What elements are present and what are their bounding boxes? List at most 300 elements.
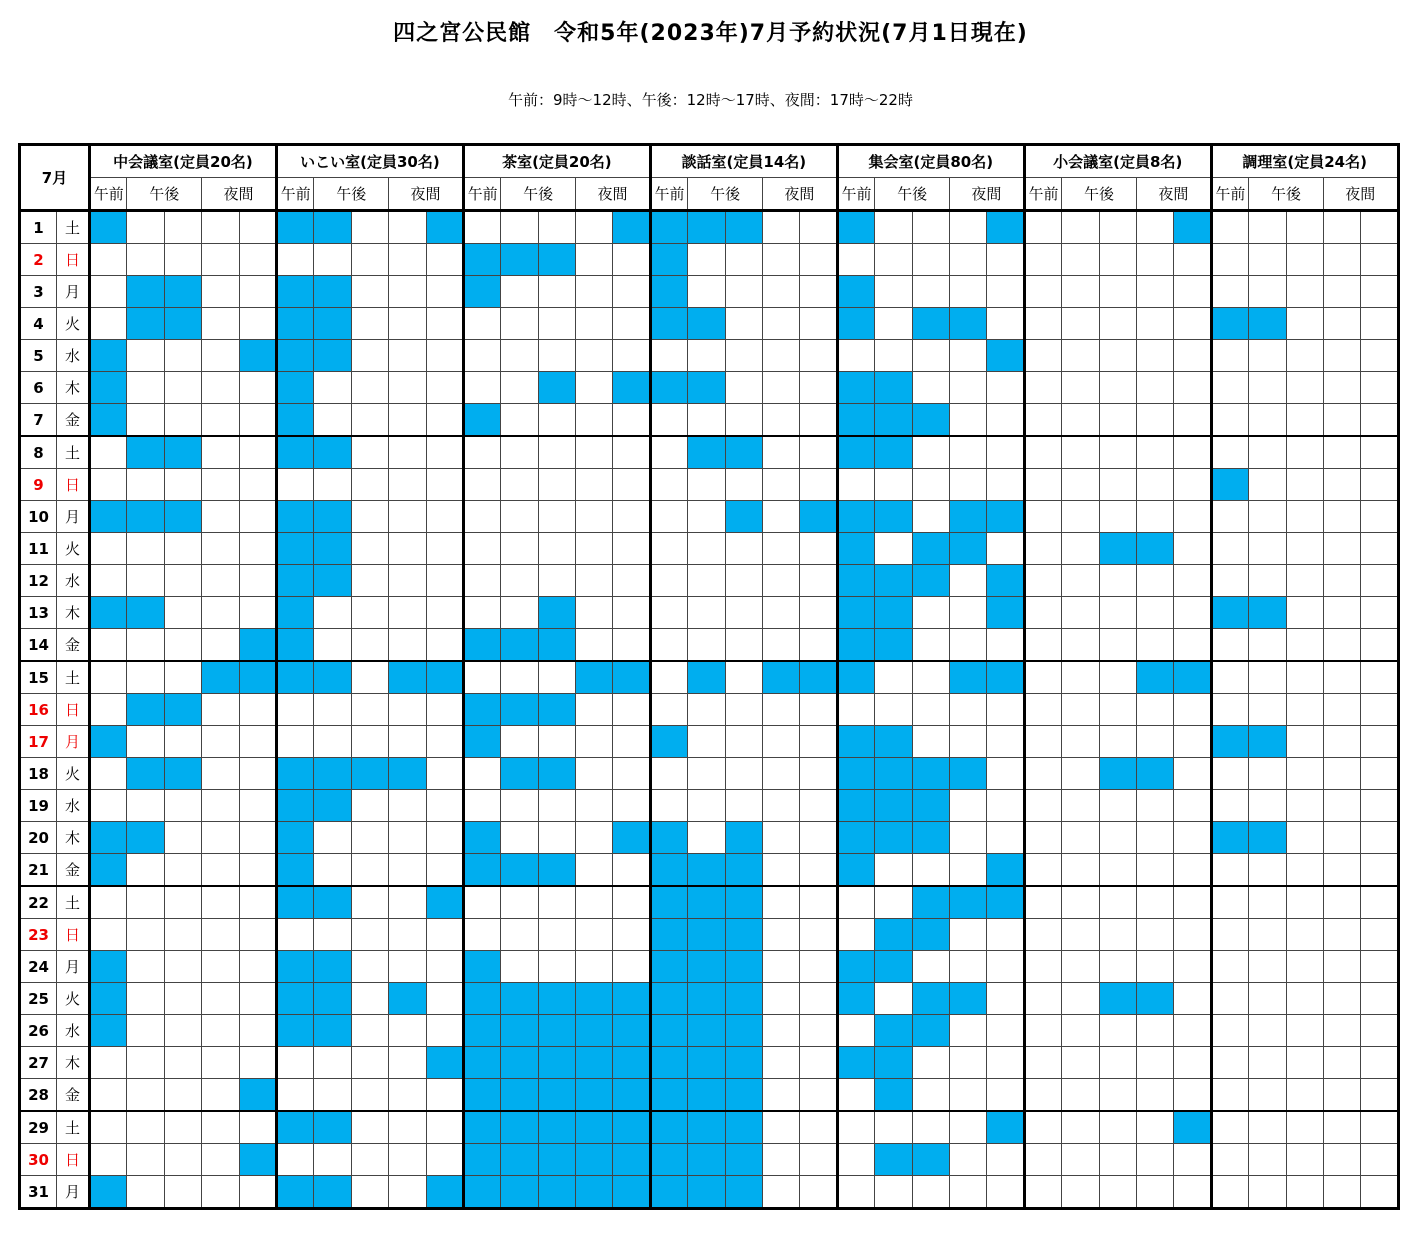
available-slot: [1361, 1047, 1398, 1079]
available-slot: [1249, 1144, 1286, 1176]
booked-slot: [725, 854, 762, 887]
booked-slot: [1211, 726, 1248, 758]
available-slot: [1174, 244, 1211, 276]
available-slot: [314, 1079, 351, 1112]
booked-slot: [164, 694, 201, 726]
available-slot: [875, 854, 912, 887]
available-slot: [987, 244, 1024, 276]
available-slot: [949, 854, 986, 887]
booked-slot: [90, 983, 127, 1015]
available-slot: [1323, 951, 1360, 983]
available-slot: [202, 983, 239, 1015]
table-row: [20, 919, 1399, 951]
available-slot: [725, 565, 762, 597]
booked-slot: [987, 854, 1024, 887]
booked-slot: [912, 983, 949, 1015]
booked-slot: [276, 501, 313, 533]
available-slot: [800, 854, 837, 887]
available-slot: [1136, 694, 1173, 726]
booked-slot: [613, 372, 650, 404]
period-night-label: 夜間: [576, 178, 651, 211]
day-number: 9: [20, 469, 57, 501]
weekday: 金: [57, 854, 90, 887]
available-slot: [1211, 1176, 1248, 1209]
available-slot: [463, 919, 500, 951]
available-slot: [987, 1079, 1024, 1112]
booked-slot: [501, 1015, 538, 1047]
booked-slot: [1211, 308, 1248, 340]
available-slot: [912, 436, 949, 469]
available-slot: [426, 404, 463, 437]
available-slot: [239, 726, 276, 758]
day-number: 21: [20, 854, 57, 887]
available-slot: [725, 629, 762, 662]
available-slot: [763, 436, 800, 469]
weekday: 土: [57, 1111, 90, 1144]
available-slot: [1024, 790, 1061, 822]
available-slot: [426, 694, 463, 726]
available-slot: [1024, 1111, 1061, 1144]
available-slot: [1286, 597, 1323, 629]
available-slot: [538, 276, 575, 308]
available-slot: [426, 758, 463, 790]
available-slot: [1136, 1111, 1173, 1144]
available-slot: [650, 758, 687, 790]
table-row: [20, 1144, 1399, 1176]
available-slot: [800, 1176, 837, 1209]
available-slot: [239, 276, 276, 308]
available-slot: [389, 276, 426, 308]
available-slot: [1099, 340, 1136, 372]
booked-slot: [912, 886, 949, 919]
available-slot: [1286, 854, 1323, 887]
available-slot: [1136, 308, 1173, 340]
available-slot: [987, 1047, 1024, 1079]
available-slot: [949, 1144, 986, 1176]
available-slot: [239, 919, 276, 951]
available-slot: [426, 244, 463, 276]
booked-slot: [688, 1015, 725, 1047]
available-slot: [875, 1176, 912, 1209]
available-slot: [426, 629, 463, 662]
available-slot: [1211, 340, 1248, 372]
available-slot: [1062, 211, 1099, 244]
available-slot: [1099, 501, 1136, 533]
available-slot: [763, 758, 800, 790]
booked-slot: [389, 661, 426, 694]
available-slot: [800, 469, 837, 501]
booked-slot: [688, 951, 725, 983]
available-slot: [613, 340, 650, 372]
available-slot: [800, 1047, 837, 1079]
available-slot: [949, 694, 986, 726]
booked-slot: [538, 244, 575, 276]
day-number: 8: [20, 436, 57, 469]
table-row: [20, 854, 1399, 887]
available-slot: [1286, 1047, 1323, 1079]
available-slot: [389, 436, 426, 469]
available-slot: [1136, 822, 1173, 854]
available-slot: [1024, 501, 1061, 533]
day-number: 28: [20, 1079, 57, 1112]
available-slot: [276, 1079, 313, 1112]
available-slot: [127, 790, 164, 822]
available-slot: [987, 372, 1024, 404]
available-slot: [463, 758, 500, 790]
available-slot: [389, 1047, 426, 1079]
available-slot: [576, 919, 613, 951]
booked-slot: [837, 436, 874, 469]
booked-slot: [949, 983, 986, 1015]
available-slot: [1062, 404, 1099, 437]
available-slot: [239, 244, 276, 276]
available-slot: [875, 886, 912, 919]
day-number: 25: [20, 983, 57, 1015]
available-slot: [501, 822, 538, 854]
available-slot: [1099, 1144, 1136, 1176]
booked-slot: [613, 1047, 650, 1079]
available-slot: [426, 951, 463, 983]
available-slot: [1323, 694, 1360, 726]
booked-slot: [875, 1047, 912, 1079]
available-slot: [1062, 726, 1099, 758]
available-slot: [202, 1047, 239, 1079]
booked-slot: [1211, 822, 1248, 854]
available-slot: [1136, 565, 1173, 597]
booked-slot: [875, 1015, 912, 1047]
booked-slot: [314, 1111, 351, 1144]
available-slot: [576, 469, 613, 501]
available-slot: [90, 629, 127, 662]
booked-slot: [837, 211, 874, 244]
booked-slot: [688, 211, 725, 244]
available-slot: [1174, 1144, 1211, 1176]
booked-slot: [725, 1015, 762, 1047]
available-slot: [463, 565, 500, 597]
available-slot: [1361, 565, 1398, 597]
booked-slot: [1136, 983, 1173, 1015]
table-row: [20, 404, 1399, 437]
available-slot: [576, 886, 613, 919]
booked-slot: [463, 1047, 500, 1079]
available-slot: [1062, 1047, 1099, 1079]
booked-slot: [837, 661, 874, 694]
available-slot: [576, 822, 613, 854]
weekday: 金: [57, 404, 90, 437]
available-slot: [127, 1176, 164, 1209]
booked-slot: [1174, 1111, 1211, 1144]
available-slot: [912, 661, 949, 694]
available-slot: [426, 854, 463, 887]
booked-slot: [949, 886, 986, 919]
booked-slot: [90, 372, 127, 404]
available-slot: [837, 340, 874, 372]
available-slot: [800, 822, 837, 854]
available-slot: [1136, 919, 1173, 951]
available-slot: [912, 694, 949, 726]
available-slot: [538, 790, 575, 822]
table-row: [20, 308, 1399, 340]
booked-slot: [613, 1111, 650, 1144]
available-slot: [127, 854, 164, 887]
booked-slot: [725, 1111, 762, 1144]
available-slot: [463, 372, 500, 404]
booked-slot: [501, 854, 538, 887]
available-slot: [1099, 919, 1136, 951]
booked-slot: [538, 1111, 575, 1144]
booked-slot: [688, 919, 725, 951]
booked-slot: [314, 886, 351, 919]
available-slot: [1062, 1176, 1099, 1209]
booked-slot: [725, 1047, 762, 1079]
available-slot: [1099, 726, 1136, 758]
room-header: 小会議室(定員8名): [1024, 145, 1211, 178]
available-slot: [202, 404, 239, 437]
available-slot: [800, 1015, 837, 1047]
available-slot: [351, 211, 388, 244]
available-slot: [1249, 244, 1286, 276]
available-slot: [837, 886, 874, 919]
available-slot: [1286, 340, 1323, 372]
available-slot: [426, 790, 463, 822]
weekday: 日: [57, 919, 90, 951]
available-slot: [463, 501, 500, 533]
available-slot: [949, 244, 986, 276]
available-slot: [127, 244, 164, 276]
available-slot: [949, 372, 986, 404]
available-slot: [1249, 404, 1286, 437]
booked-slot: [276, 790, 313, 822]
available-slot: [837, 1015, 874, 1047]
available-slot: [1024, 854, 1061, 887]
booked-slot: [538, 1176, 575, 1209]
weekday: 金: [57, 1079, 90, 1112]
booked-slot: [725, 822, 762, 854]
available-slot: [127, 726, 164, 758]
booked-slot: [276, 854, 313, 887]
available-slot: [1024, 565, 1061, 597]
available-slot: [389, 501, 426, 533]
available-slot: [351, 726, 388, 758]
table-row: [20, 1079, 1399, 1112]
day-number: 11: [20, 533, 57, 565]
booked-slot: [463, 694, 500, 726]
booked-slot: [949, 308, 986, 340]
booked-slot: [538, 983, 575, 1015]
available-slot: [763, 951, 800, 983]
available-slot: [650, 533, 687, 565]
available-slot: [725, 404, 762, 437]
booked-slot: [463, 276, 500, 308]
available-slot: [1249, 854, 1286, 887]
booked-slot: [875, 919, 912, 951]
available-slot: [650, 661, 687, 694]
available-slot: [800, 790, 837, 822]
available-slot: [613, 308, 650, 340]
available-slot: [389, 372, 426, 404]
booked-slot: [837, 951, 874, 983]
day-number: 24: [20, 951, 57, 983]
available-slot: [1249, 886, 1286, 919]
available-slot: [800, 1111, 837, 1144]
booked-slot: [1099, 983, 1136, 1015]
available-slot: [1323, 886, 1360, 919]
available-slot: [1174, 1176, 1211, 1209]
booked-slot: [501, 1176, 538, 1209]
booked-slot: [314, 951, 351, 983]
available-slot: [501, 308, 538, 340]
booked-slot: [1211, 597, 1248, 629]
booked-slot: [576, 1144, 613, 1176]
available-slot: [1174, 983, 1211, 1015]
available-slot: [1099, 469, 1136, 501]
booked-slot: [276, 758, 313, 790]
table-row: [20, 1047, 1399, 1079]
available-slot: [1174, 372, 1211, 404]
available-slot: [164, 951, 201, 983]
available-slot: [1249, 469, 1286, 501]
period-morning-label: 午前: [1024, 178, 1061, 211]
available-slot: [1211, 1111, 1248, 1144]
available-slot: [1024, 822, 1061, 854]
available-slot: [613, 629, 650, 662]
available-slot: [127, 661, 164, 694]
available-slot: [239, 758, 276, 790]
available-slot: [949, 790, 986, 822]
room-header: 中会議室(定員20名): [90, 145, 277, 178]
available-slot: [1099, 597, 1136, 629]
available-slot: [1024, 694, 1061, 726]
booked-slot: [314, 565, 351, 597]
available-slot: [389, 244, 426, 276]
table-row: [20, 436, 1399, 469]
available-slot: [1062, 244, 1099, 276]
booked-slot: [576, 1015, 613, 1047]
available-slot: [800, 1079, 837, 1112]
available-slot: [127, 629, 164, 662]
available-slot: [1323, 501, 1360, 533]
available-slot: [276, 1047, 313, 1079]
available-slot: [688, 822, 725, 854]
available-slot: [1024, 211, 1061, 244]
booked-slot: [650, 1111, 687, 1144]
available-slot: [1099, 661, 1136, 694]
available-slot: [763, 1079, 800, 1112]
booked-slot: [650, 854, 687, 887]
available-slot: [1323, 758, 1360, 790]
available-slot: [1286, 790, 1323, 822]
booked-slot: [314, 501, 351, 533]
available-slot: [314, 469, 351, 501]
weekday: 金: [57, 629, 90, 662]
available-slot: [351, 661, 388, 694]
available-slot: [389, 886, 426, 919]
booked-slot: [949, 533, 986, 565]
available-slot: [389, 1079, 426, 1112]
available-slot: [763, 469, 800, 501]
booked-slot: [688, 886, 725, 919]
available-slot: [276, 919, 313, 951]
booked-slot: [90, 211, 127, 244]
booked-slot: [538, 1047, 575, 1079]
booked-slot: [725, 951, 762, 983]
available-slot: [1323, 211, 1360, 244]
available-slot: [688, 469, 725, 501]
weekday: 火: [57, 758, 90, 790]
available-slot: [1024, 629, 1061, 662]
available-slot: [800, 244, 837, 276]
available-slot: [763, 372, 800, 404]
available-slot: [1323, 1144, 1360, 1176]
available-slot: [688, 790, 725, 822]
available-slot: [763, 501, 800, 533]
table-row: [20, 661, 1399, 694]
available-slot: [202, 276, 239, 308]
available-slot: [1136, 1176, 1173, 1209]
available-slot: [127, 211, 164, 244]
weekday: 月: [57, 1176, 90, 1209]
booked-slot: [613, 661, 650, 694]
available-slot: [164, 1111, 201, 1144]
available-slot: [501, 211, 538, 244]
available-slot: [501, 340, 538, 372]
available-slot: [688, 694, 725, 726]
available-slot: [1286, 661, 1323, 694]
booked-slot: [912, 1015, 949, 1047]
available-slot: [1136, 244, 1173, 276]
available-slot: [613, 694, 650, 726]
booked-slot: [912, 565, 949, 597]
available-slot: [1323, 1015, 1360, 1047]
booked-slot: [1249, 726, 1286, 758]
booked-slot: [650, 726, 687, 758]
available-slot: [389, 404, 426, 437]
available-slot: [1211, 276, 1248, 308]
available-slot: [351, 1111, 388, 1144]
available-slot: [1174, 694, 1211, 726]
available-slot: [90, 790, 127, 822]
booked-slot: [463, 404, 500, 437]
available-slot: [1099, 790, 1136, 822]
booked-slot: [875, 822, 912, 854]
available-slot: [1024, 340, 1061, 372]
day-number: 10: [20, 501, 57, 533]
available-slot: [538, 661, 575, 694]
available-slot: [613, 404, 650, 437]
available-slot: [912, 726, 949, 758]
table-row: [20, 790, 1399, 822]
available-slot: [1211, 661, 1248, 694]
booked-slot: [949, 758, 986, 790]
available-slot: [1286, 1015, 1323, 1047]
available-slot: [576, 726, 613, 758]
weekday: 水: [57, 1015, 90, 1047]
available-slot: [351, 565, 388, 597]
available-slot: [987, 436, 1024, 469]
available-slot: [613, 565, 650, 597]
available-slot: [987, 694, 1024, 726]
weekday: 土: [57, 661, 90, 694]
booked-slot: [650, 886, 687, 919]
available-slot: [949, 726, 986, 758]
available-slot: [501, 790, 538, 822]
available-slot: [1323, 1176, 1360, 1209]
available-slot: [90, 244, 127, 276]
day-number: 7: [20, 404, 57, 437]
available-slot: [1062, 533, 1099, 565]
available-slot: [763, 790, 800, 822]
available-slot: [1211, 886, 1248, 919]
